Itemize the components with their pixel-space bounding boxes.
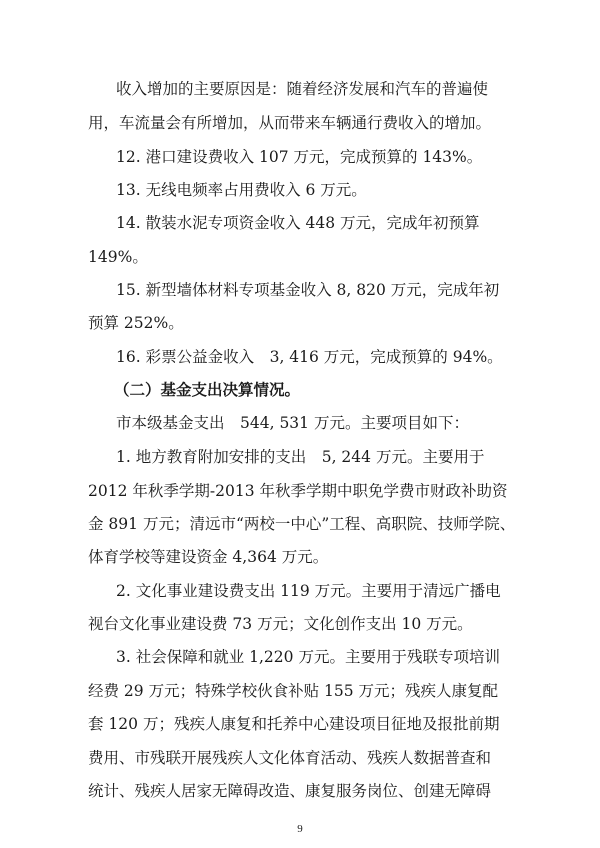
- paragraph-line: 13. 无线电频率占用费收入 6 万元。: [116, 181, 367, 199]
- paragraph-line: 经费 29 万元；特殊学校伙食补贴 155 万元；残疾人康复配: [88, 682, 499, 700]
- paragraph-line: 金 891 万元；清远市“两校一中心”工程、高职院、技师学院、: [88, 515, 516, 533]
- paragraph-line: 预算 252%。: [88, 314, 184, 332]
- paragraph-line: 1. 地方教育附加安排的支出 5, 244 万元。主要用于: [116, 448, 485, 466]
- paragraph-line: 视台文化事业建设费 73 万元；文化创作支出 10 万元。: [88, 615, 473, 633]
- paragraph-line: 2012 年秋季学期-2013 年秋季学期中职免学费市财政补助资: [88, 482, 508, 500]
- page-number: 9: [297, 823, 303, 835]
- paragraph-line: 149%。: [88, 248, 148, 266]
- paragraph-line: 市本级基金支出 544, 531 万元。主要项目如下：: [116, 414, 469, 432]
- paragraph-line: 2. 文化事业建设费支出 119 万元。主要用于清远广播电: [116, 582, 501, 600]
- section-heading: （二）基金支出决算情况。: [114, 380, 301, 399]
- paragraph-line: 体育学校等建设资金 4,364 万元。: [88, 548, 329, 566]
- paragraph-line: 套 120 万；残疾人康复和托养中心建设项目征地及报批前期: [88, 715, 500, 733]
- paragraph-line: 统计、残疾人居家无障碍改造、康复服务岗位、创建无障碍: [88, 782, 492, 800]
- paragraph-line: 费用、市残联开展残疾人文化体育活动、残疾人数据普查和: [88, 749, 492, 767]
- paragraph-line: 12. 港口建设费收入 107 万元，完成预算的 143%。: [116, 148, 483, 166]
- paragraph-line: 收入增加的主要原因是：随着经济发展和汽车的普遍使: [116, 80, 489, 98]
- paragraph-line: 用，车流量会有所增加，从而带来车辆通行费收入的增加。: [88, 114, 492, 132]
- paragraph-line: 15. 新型墙体材料专项基金收入 8, 820 万元，完成年初: [116, 281, 500, 299]
- paragraph-line: 3. 社会保障和就业 1,220 万元。主要用于残联专项培训: [116, 648, 500, 666]
- paragraph-line: 14. 散装水泥专项资金收入 448 万元，完成年初预算: [116, 214, 480, 232]
- paragraph-line: 16. 彩票公益金收入 3, 416 万元，完成预算的 94%。: [116, 348, 503, 366]
